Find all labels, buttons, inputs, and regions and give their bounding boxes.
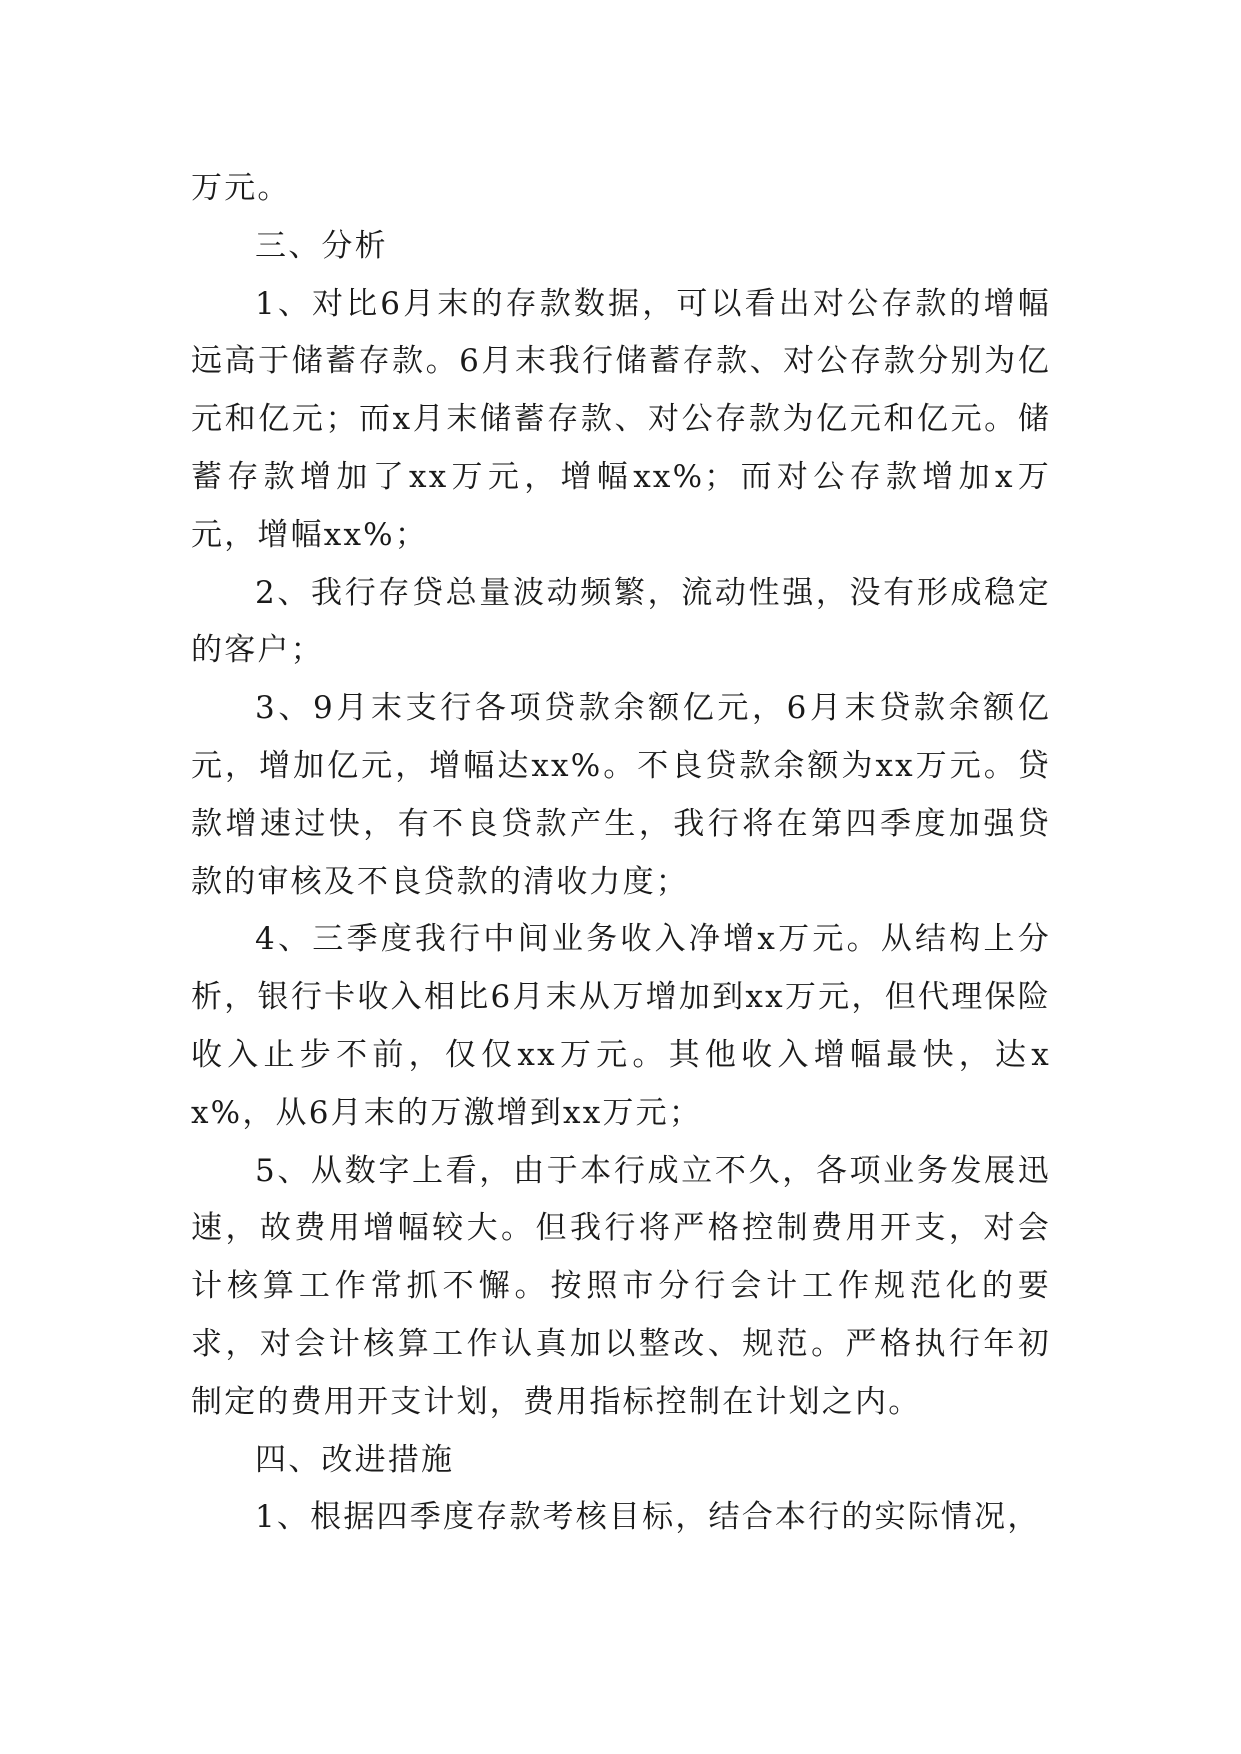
- analysis-item-4: 4、三季度我行中间业务收入净增x万元。从结构上分析，银行卡收入相比6月末从万增加到xx万元，但代理保险收入止步不前，仅仅xx万元。其他收入增幅最快，达xx%，从6月末的万激增到xx万元；: [191, 921, 1051, 1131]
- analysis-item-2: 2、我行存贷总量波动频繁，流动性强，没有形成稳定的客户；: [191, 574, 1051, 669]
- document-body: [191, 160, 1051, 1547]
- paragraph-continuation: 万元。: [191, 170, 291, 206]
- analysis-item-1: 1、对比6月末的存款数据，可以看出对公存款的增幅远高于储蓄存款。6月末我行储蓄存款、对公存款分别为亿元和亿元；而x月末储蓄存款、对公存款为亿元和亿元。储蓄存款增加了xx万元，增幅xx%；而对公存款增加x万元，增幅xx%；: [191, 285, 1051, 553]
- analysis-item-3: 3、9月末支行各项贷款余额亿元，6月末贷款余额亿元，增加亿元，增幅达xx%。不良贷款余额为xx万元。贷款增速过快，有不良贷款产生，我行将在第四季度加强贷款的审核及不良贷款的清收力度；: [191, 690, 1051, 900]
- analysis-item-5: 5、从数字上看，由于本行成立不久，各项业务发展迅速，故费用增幅较大。但我行将严格控制费用开支，对会计核算工作常抓不懈。按照市分行会计工作规范化的要求，对会计核算工作认真加以整改、规范。严格执行年初制定的费用开支计划，费用指标控制在计划之内。: [191, 1152, 1051, 1420]
- improvement-item-1: 1、根据四季度存款考核目标，结合本行的实际情况，: [255, 1499, 1041, 1536]
- section-heading-improvement: 四、改进措施: [255, 1441, 455, 1478]
- section-heading-analysis: 三、分析: [255, 227, 388, 264]
